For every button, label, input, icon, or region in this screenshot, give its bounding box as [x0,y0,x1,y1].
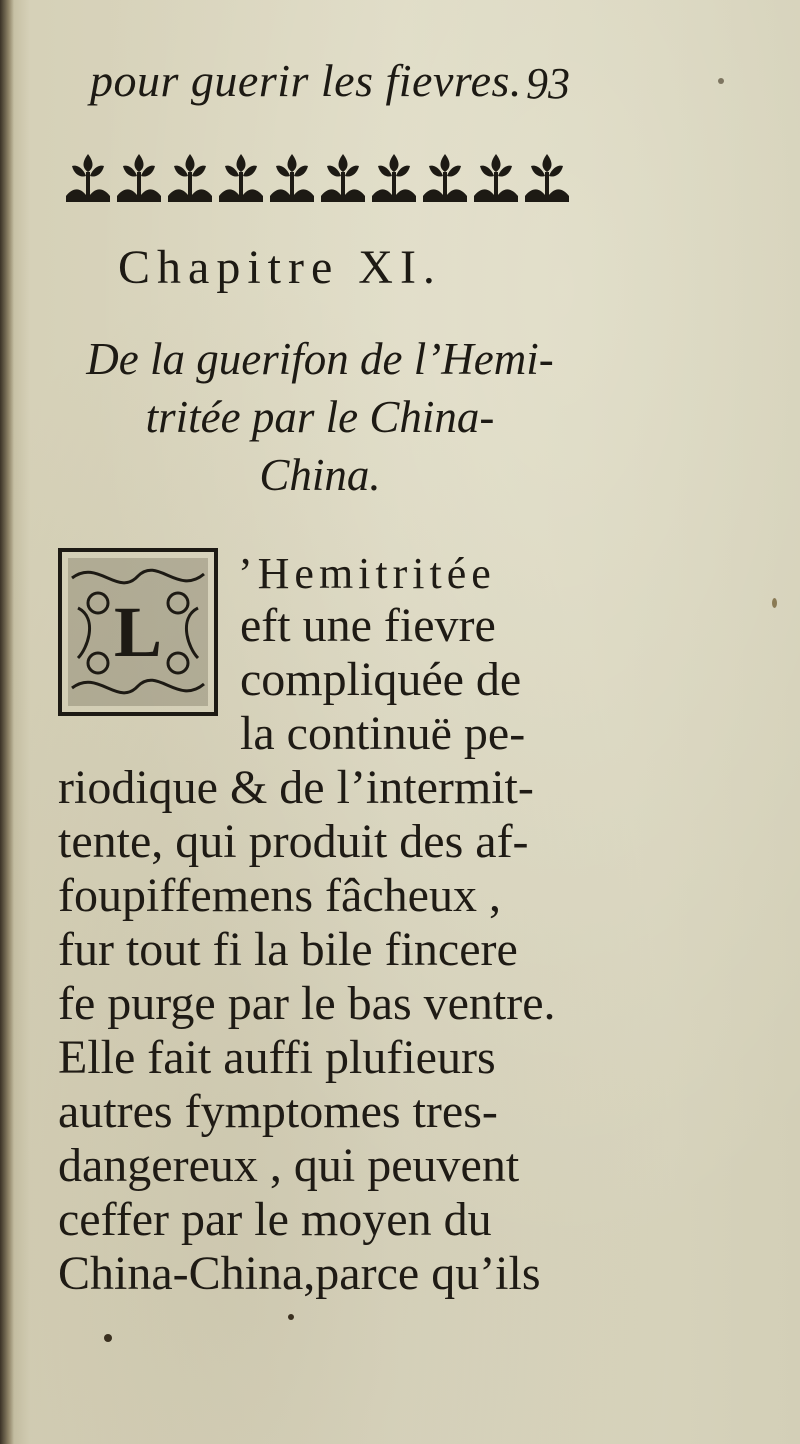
body-line: ’Hemitritée [238,549,496,598]
chapter-heading: Chapitre XI. [118,241,442,294]
book-spine-shadow [0,0,14,1444]
body-line: dangereux , qui peuvent [58,1139,520,1192]
chapter-subtitle [60,330,580,504]
subtitle-line: China. [259,450,381,500]
body-line: compliquée de [240,653,522,706]
ink-speck [718,78,724,84]
drop-cap-letter: L [113,592,163,672]
running-head-title: pour guerir les fievres. [90,55,522,106]
ink-speck [104,1334,112,1342]
ink-speck [288,1314,294,1320]
body-line: foupiffemens fâcheux , [58,869,501,922]
subtitle-line: tritée par le China- [145,392,495,442]
body-line: tente, qui produit des af- [58,815,529,868]
ink-speck [772,598,777,608]
body-line: Elle fait auffi plufieurs [58,1031,496,1084]
body-line: China-China,parce qu’ils [58,1247,541,1300]
body-line: eft une fievre [240,599,496,652]
body-line: riodique & de l’intermit- [58,761,534,814]
body-line: fe purge par le bas ventre. [58,977,556,1030]
decorated-initial-icon [58,548,218,716]
subtitle-line: De la guerifon de l’Hemi- [86,334,554,384]
fleuron-icon [66,154,110,202]
body-line: fur tout fi la bile fincere [58,923,518,976]
page-number: 93 [526,59,570,108]
fleuron-ornament-band [60,148,570,208]
running-head [90,48,580,118]
body-line: la continuë pe- [240,707,526,760]
body-line: ceffer par le moyen du [58,1193,492,1246]
body-line: autres fymptomes tres- [58,1085,498,1138]
